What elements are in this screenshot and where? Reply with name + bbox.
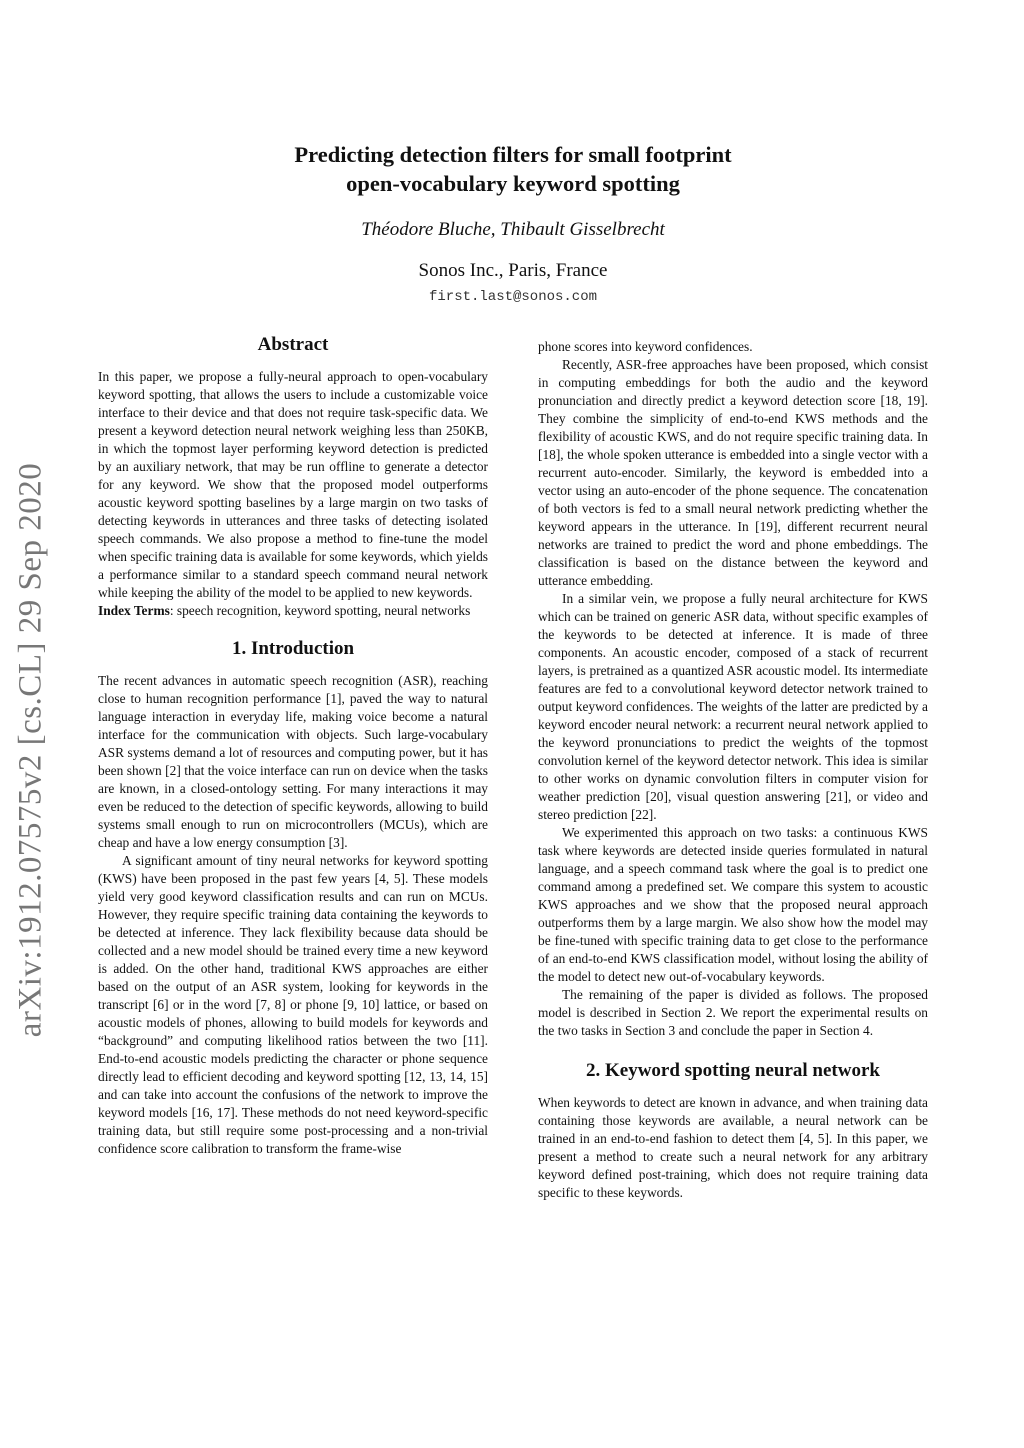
intro-paragraph-5: We experimented this approach on two tasks: a continuous KWS task where keywords are detected inside queries formulated in natural language, and a speech command task where the goal is to predict one command among a predefined set. We compare this system to acoustic KWS approaches and we show that the proposed neural approach outperforms them by a large margin. We also show how the model may be fine-tuned with specific training data to get close to the performance of an end-to-end KWS classification model, without losing the ability of the model to detect new out-of-vocabulary keywords. [538,825,928,984]
abstract-text: In this paper, we propose a fully-neural approach to open-vocabulary keyword spotting, that allows the users to include a customizable voice interface to their device and that does not require task-specific data. We present a keyword detection neural network weighing less than 250KB, in which the topmost layer performing keyword detection is predicted by an auxiliary network, that may be run offline to generate a detector for any keyword. We show that the proposed model outperforms acoustic keyword spotting baselines by a large margin on two tasks of detecting keywords in utterances and three tasks of detecting isolated speech commands. We also propose a method to fine-tune the model when specific training data is available for some keywords, which yields a performance similar to a standard speech command neural network while keeping the ability of the model to be applied to new keywords. [98,369,488,600]
title-line-1: Predicting detection filters for small footprint [294,142,732,167]
intro-paragraph-6: The remaining of the paper is divided as follows. The proposed model is described in Section 2. We report the experimental results on the two tasks in Section 3 and conclude the paper in Section 4. [538,987,928,1038]
section2-paragraph-1: When keywords to detect are known in advance, and when training data containing those keywords are available, a neural network can be trained in an end-to-end fashion to detect them [4, 5]. In this paper, we present a method to create such a neural network for any arbitrary keyword defined post-training, which does not require training data specific to these keywords. [538,1095,928,1200]
left-column [98,334,488,1158]
intro-paragraph-2: A significant amount of tiny neural networks for keyword spotting (KWS) have been proposed in the past few years [4, 5]. These models yield very good keyword classification results and can run on MCUs. However, they require specific training data containing the keywords to be detected at inference. They lack flexibility because data should be collected and a new model should be trained every time a new keyword is added. On the other hand, traditional KWS approaches are either based on the output of an ASR system, looking for keywords in the transcript [6] or in the word [7, 8] or phone [9, 10] lattice, or based on acoustic models of phones, allowing to build models for keywords and “background” and computing likelihood ratios between the two [11]. End-to-end acoustic models predicting the character or phone sequence directly lead to efficient decoding and keyword spotting [12, 13, 14, 15] and can take into account the confusions of the network to improve the keyword models [16, 17]. These methods do not need keyword-specific training data, but still require some post-processing and a non-trivial confidence score calibration to transform the frame-wise [98,853,488,1156]
email: first.last@sonos.com [428,289,598,305]
affiliation: Sonos Inc., Paris, France [418,260,608,281]
intro-paragraph-3: Recently, ASR-free approaches have been proposed, which consist in computing embeddings for both the audio and the keyword pronunciation and directly predict a keyword detection score [18, 19]. They combine the simplicity of end-to-end KWS methods and the flexibility of acoustic KWS, and do not require specific training data. In [18], the whole spoken utterance is embedded into a single vector with a recurrent auto-encoder. Similarly, the keyword is embedded into a vector using an auto-encoder of the phone sequence. The concatenation of both vectors is fed to a small neural network predicting whether the keyword appears in the utterance. In [19], different recurrent neural networks are trained to predict the word and phone embeddings. The classification is based on the distance between the keyword and utterance embedding. [538,357,928,588]
title-line-2: open-vocabulary keyword spotting [346,171,680,196]
paper-title [98,140,928,198]
index-terms-list: : speech recognition, keyword spotting, neural networks [169,603,471,618]
intro-paragraph-4: In a similar vein, we propose a fully neural architecture for KWS which can be trained on generic ASR data, without specific examples of the keywords to be detected at inference. It is made of three components. An acoustic encoder, composed of a stack of recurrent layers, is pretrained as a quantized ASR acoustic model. Its intermediate features are fed to a convolutional keyword detector network trained to output keyword confidences. The weights of the latter are predicted by a keyword encoder neural network: a recurrent neural network applied to the keyword pronunciations to predict the weights of the topmost convolution kernel of the keyword detector network. This idea is similar to other works on dynamic convolution filters in computer vision for weather prediction [20], visual question answering [21], or video and stereo prediction [22]. [538,591,928,822]
intro-paragraph-2-cont: phone scores into keyword confidences. [538,339,753,354]
abstract-heading: Abstract [257,334,329,355]
index-terms-label: Index Terms [98,603,170,618]
index-terms [98,602,488,620]
right-column [538,338,928,1202]
authors: Théodore Bluche, Thibault Gisselbrecht [361,219,665,240]
intro-heading: 1. Introduction [231,638,355,659]
arxiv-stamp-text: arXiv:1912.07575v2 [cs.CL] 29 Sep 2020 [12,462,49,1038]
section2-heading: 2. Keyword spotting neural network [586,1060,880,1081]
intro-paragraph-1: The recent advances in automatic speech recognition (ASR), reaching close to human recognition performance [1], paved the way to natural language interaction in everyday life, making voice become a natural interface for the communication with objects. Such large-vocabulary ASR systems demand a lot of resources and computing power, but it has been shown [2] that the voice interface can run on device when the tasks are known, in a closed-ontology setting. For many interactions it may even be reduced to the detection of specific keywords, allowing to build systems small enough to run on microcontrollers (MCUs), which are cheap and have a low energy consumption [3]. [98,673,488,850]
